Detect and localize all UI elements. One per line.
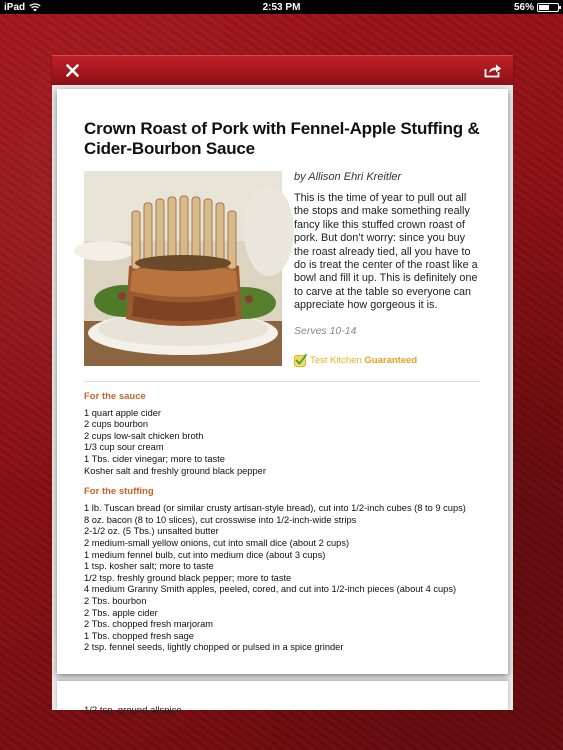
ingredient-item: 1 medium fennel bulb, cut into medium dice (about 3 cups) bbox=[84, 549, 326, 560]
section-heading: For the sauce bbox=[84, 390, 146, 402]
close-icon bbox=[66, 64, 79, 77]
device-label: iPad bbox=[4, 1, 26, 13]
share-button[interactable] bbox=[483, 62, 503, 80]
viewer-toolbar bbox=[52, 55, 513, 85]
share-icon bbox=[484, 63, 502, 78]
ingredient-item: 1 Tbs. cider vinegar; more to taste bbox=[84, 454, 225, 465]
ingredient-item: 1 quart apple cider bbox=[84, 407, 162, 418]
ingredient-item: Kosher salt and freshly ground black pepper bbox=[84, 465, 266, 476]
recipe-page[interactable] bbox=[57, 89, 508, 674]
ingredient-item: 1 tsp. kosher salt; more to taste bbox=[84, 561, 214, 572]
guarantee-text-part2: Guaranteed bbox=[364, 354, 418, 366]
status-bar bbox=[0, 0, 563, 14]
ingredient-item: 2 Tbs. bourbon bbox=[84, 595, 147, 606]
ingredient-item: 1 Tbs. chopped fresh sage bbox=[84, 630, 194, 641]
next-page-ingredient: 1/2 tsp. ground allspice bbox=[84, 705, 182, 716]
battery-icon bbox=[537, 3, 559, 12]
recipe-serves: Serves 10-14 bbox=[294, 324, 357, 337]
ingredient-item: 1 lb. Tuscan bread (or similar crusty artisan-style bread), cut into 1/2-inch cubes (8 to 9 cups) bbox=[84, 503, 466, 514]
test-kitchen-guaranteed-badge bbox=[294, 354, 480, 367]
status-time: 2:53 PM bbox=[262, 1, 301, 13]
ingredient-item: 4 medium Granny Smith apples, peeled, cored, and cut into 1/2-inch pieces (about 4 cups) bbox=[84, 584, 457, 595]
ingredient-item: 2 Tbs. apple cider bbox=[84, 607, 158, 618]
ingredient-item: 8 oz. bacon (8 to 10 slices), cut crosswise into 1/2-inch-wide strips bbox=[84, 514, 357, 525]
ingredient-item: 1/2 tsp. freshly ground black pepper; more to taste bbox=[84, 572, 292, 583]
divider bbox=[84, 381, 480, 382]
ingredient-list bbox=[84, 503, 480, 654]
ingredients-section-sauce bbox=[84, 391, 480, 478]
ingredient-item: 1/3 cup sour cream bbox=[84, 442, 164, 453]
recipe-description: This is the time of year to pull out all the stops and make something really fancy like this stuffed crown roast of pork. But don’t worry: since you buy the roast already tied, all you have to do is treat the center of the roast like a bowl and fill it up. This is definitely one to carve at the table so everyone can appreciate how gorgeous it is. bbox=[294, 192, 478, 312]
ingredient-item: 2 cups low-salt chicken broth bbox=[84, 430, 204, 441]
checkmark-icon bbox=[294, 354, 307, 367]
recipe-intro bbox=[84, 171, 480, 367]
ingredient-item: 2 tsp. fennel seeds, lightly chopped or pulsed in a spice grinder bbox=[84, 642, 344, 653]
battery-percent: 56% bbox=[513, 1, 534, 13]
ingredient-list bbox=[84, 408, 480, 478]
crown-roast-image bbox=[84, 171, 282, 366]
ingredient-item: 2 cups bourbon bbox=[84, 419, 149, 430]
close-button[interactable] bbox=[62, 61, 82, 81]
ingredient-item: 2 Tbs. chopped fresh marjoram bbox=[84, 619, 214, 630]
recipe-photo bbox=[84, 171, 282, 366]
recipe-byline: by Allison Ehri Kreitler bbox=[294, 171, 402, 183]
ingredient-item: 2-1/2 oz. (5 Tbs.) unsalted butter bbox=[84, 526, 219, 537]
next-page-preview[interactable] bbox=[57, 681, 508, 716]
battery-level-fill bbox=[539, 5, 549, 10]
recipe-intro-text bbox=[294, 171, 480, 367]
guarantee-text-part1: Test Kitchen bbox=[310, 354, 365, 366]
recipe-title: Crown Roast of Pork with Fennel-Apple Stuffing & Cider-Bourbon Sauce bbox=[84, 119, 480, 158]
section-heading: For the stuffing bbox=[84, 486, 154, 498]
ingredient-item: 2 medium-small yellow onions, cut into small dice (about 2 cups) bbox=[84, 538, 350, 548]
wifi-icon bbox=[29, 3, 41, 12]
ingredients-section-stuffing bbox=[84, 486, 480, 654]
